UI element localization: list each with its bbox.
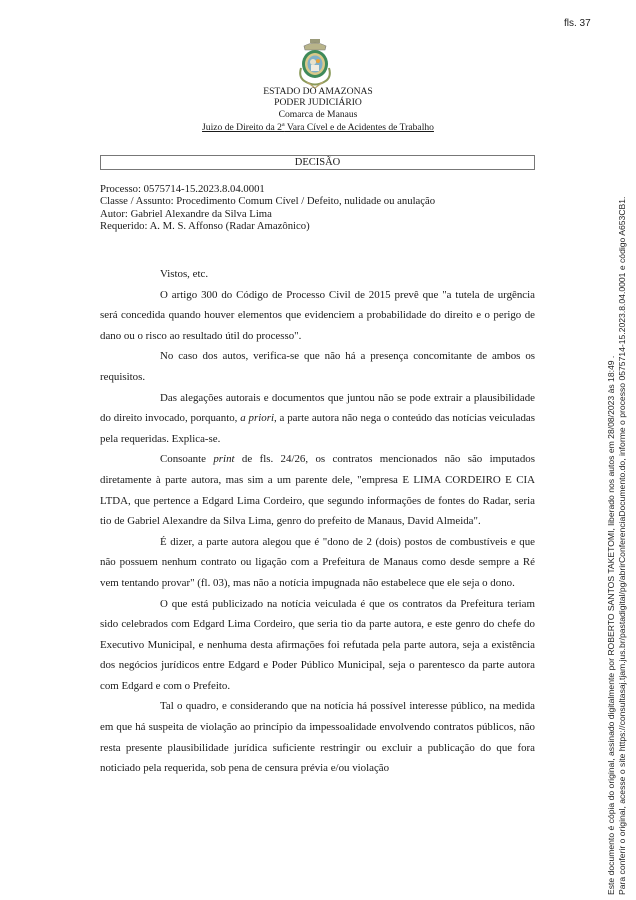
document-header [0,86,636,133]
page-number: fls. 37 [564,18,591,29]
court-ordinal: a [281,121,285,128]
case-class-subject: Classe / Assunto: Procedimento Comum Cível / Defeito, nulidade ou anulação [100,195,436,208]
header-state: ESTADO DO AMAZONAS [263,86,373,97]
paragraph: É dizer, a parte autora alegou que é "dono de 2 (dois) postos de combustíveis e que não possuem nenhum contrato ou ligação com a Prefeitura de Manaus como desde sempre a Ré vem tentando provar" (fl. 03), mas não a notícia impugnada não estabelece que ele seja o dono. [100,535,535,589]
verification-line: Para conferir o original, acesse o site https://consultasaj.tjam.jus.br/pastadigital/pg/abrirConferenciaDocumento.do, informe o processo 0575714-15.2023.8.04.0001 e código A653CB1. [617,196,627,895]
paragraph: Vistos, etc. [160,268,209,280]
text-run: de fls. 24/26, os contratos mencionados não são imputados diretamente à parte autora, mas sim a um parente dele, "empresa E LIMA CORDEIRO E CIA LTDA, que pertence a Edgard Lima Cordeiro, que segundo informações de fontes do Radar, seria tio de Gabriel Alexandre da Silva Lima, genro do prefeito de Manaus, David Almeida". [100,453,535,528]
italic-term: a priori [240,412,274,425]
paragraph: O artigo 300 do Código de Processo Civil de 2015 prevê que "a tutela de urgência será concedida quando houver elementos que evidenciem a probabilidade do direito e o perigo de dano ou o risco ao resultado útil do processo". [100,288,535,342]
text-run: Consoante [160,453,214,466]
paragraph: No caso dos autos, verifica-se que não há a presença concomitante de ambos os requisitos. [100,350,535,383]
paragraph: Tal o quadro, e considerando que na notícia há possível interesse público, na medida em que há suspeita de violação ao princípio da impessoalidade envolvendo contratos públicos, não resta presente plausibilidade jurídica suficiente restringir ou excluir a publicação do que fora noticiado pela requerida, sob pena de censura prévia e/ou violação [100,700,535,775]
case-defendant: Requerido: A. M. S. Affonso (Radar Amazônico) [100,220,310,233]
court-crest-icon [292,38,338,90]
header-power: PODER JUDICIÁRIO [274,97,362,109]
case-process: Processo: 0575714-15.2023.8.04.0001 [100,183,265,195]
court-prefix: Juizo de Direito da 2 [202,122,282,134]
court-suffix: Vara Cível e de Acidentes de Trabalho [284,122,434,134]
italic-term: print [213,453,235,466]
case-info [100,183,540,233]
text-run: , a parte autora não nega o conteúdo das notícias veiculadas pela requeridas. Explica-se. [100,412,535,445]
digital-signature-note [606,105,628,895]
paragraph [100,449,535,531]
decision-body [100,264,535,779]
signature-line: Este documento é cópia do original, assinado digitalmente por ROBERTO SANTOS TAKETOMI, liberado nos autos em 28/08/2023 às 18:49 . [606,355,616,895]
case-author: Autor: Gabriel Alexandre da Silva Lima [100,207,272,220]
paragraph: O que está publicizado na notícia veiculada é que os contratos da Prefeitura teriam sido celebrados com Edgard Lima Cordeiro, que seria tio da parte autora, e este genro do chefe do Executivo Municipal, e nenhuma desta afirmações foi refutada pela parte autora, seja a existência dos negócios jurídicos entre Edgard e Poder Público Municipal, seja o parentesco da parte autora com Edgard e com o Prefeito. [100,597,535,692]
paragraph [100,388,535,450]
header-court [0,120,636,133]
document-title: DECISÃO [100,155,535,170]
header-district: Comarca de Manaus [278,108,358,120]
text-run: Das alegações autorais e documentos que juntou não se pode extrair a plausibilidade do direito invocado, porquanto, [100,391,535,425]
